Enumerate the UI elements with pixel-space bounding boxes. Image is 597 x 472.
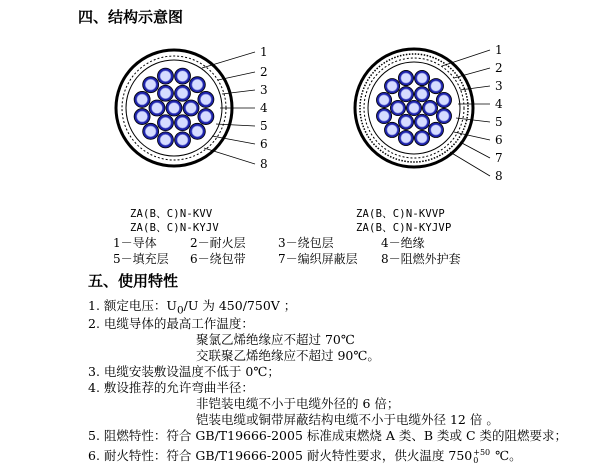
conductor-strand (152, 103, 163, 114)
item-number: 5. (88, 428, 100, 443)
cable-diagram-right (350, 38, 520, 188)
conductor-strand (177, 71, 188, 82)
conductor-strand (393, 103, 403, 113)
item-text: 电缆导体的最高工作温度： (103, 316, 254, 331)
spec-subitem: 非铠装电缆不小于电缆外径的 6 倍； (196, 396, 400, 411)
label-2: 2 (260, 65, 268, 79)
item-text: 耐火特性：符合 GB/T19666-2005 耐火特性要求，供火温度 750 (103, 448, 473, 463)
legend-item: 3－绕包层 (278, 236, 334, 250)
conductor-strand (177, 88, 188, 99)
item-text: ℃。 (491, 448, 522, 463)
label-4: 4 (495, 97, 503, 111)
conductor-strand (145, 126, 156, 137)
legend-item: 1－导体 (113, 236, 157, 250)
legend-item: 8－阻燃外护套 (381, 252, 461, 266)
conductor-strand (401, 117, 411, 127)
conductor-strand (439, 111, 449, 121)
label-5: 5 (260, 119, 268, 133)
model-name: ZA(B、C)N-KVVP (356, 208, 445, 220)
item-number: 6. (88, 448, 100, 463)
conductor-strand (192, 79, 203, 90)
conductor-strand (186, 103, 197, 114)
conductor-strand (401, 89, 411, 99)
item-text: /U 为 450/750V ； (183, 298, 297, 313)
conductor-strand (177, 117, 188, 128)
legend-item: 7－编织屏蔽层 (278, 252, 358, 266)
conductor-strand (409, 103, 419, 113)
model-name: ZA(B、C)N-KYJV (130, 222, 219, 234)
conductor-strand (387, 125, 397, 135)
conductor-strand (177, 134, 188, 145)
item-text: 敷设推荐的允许弯曲半径： (103, 380, 254, 395)
conductor-strand (145, 79, 156, 90)
conductor-strand (137, 111, 148, 122)
label-3: 3 (260, 83, 268, 97)
model-name: ZA(B、C)N-KVV (130, 208, 213, 220)
conductor-strand (160, 71, 171, 82)
conductor-strand (417, 89, 427, 99)
spec-subitem: 铠装电缆或铜带屏蔽结构电缆不小于电缆外径 12 倍 。 (196, 412, 499, 427)
item-text: 电缆安装敷设温度不低于 0℃； (103, 364, 280, 379)
conductor-strand (379, 111, 389, 121)
conductor-strand (192, 126, 203, 137)
spec-item-5 (88, 426, 567, 444)
conductor-strand (401, 73, 411, 83)
label-1: 1 (495, 43, 503, 57)
item-text: 额定电压：U (103, 298, 177, 313)
subscript: 0 (176, 304, 184, 317)
label-5: 5 (495, 115, 503, 129)
conductor-strand (417, 73, 427, 83)
conductor-strand (387, 81, 397, 91)
label-8: 8 (260, 157, 268, 171)
legend-item: 6－绕包带 (190, 252, 246, 266)
legend-item: 2－耐火层 (190, 236, 246, 250)
item-number: 3. (88, 364, 100, 379)
conductor-strand (417, 117, 427, 127)
conductor-strand (169, 103, 180, 114)
label-1: 1 (260, 45, 268, 59)
conductor-strand (417, 133, 427, 143)
legend-item: 5－填充层 (113, 252, 169, 266)
label-7: 7 (495, 151, 503, 165)
subscript: 0 (473, 455, 479, 465)
item-number: 1. (88, 298, 100, 313)
conductor-strand (160, 117, 171, 128)
spec-subitem: 交联聚乙烯绝缘应不超过 90℃。 (196, 348, 380, 363)
label-8: 8 (495, 169, 503, 183)
model-name: ZA(B、C)N-KYJVP (356, 222, 452, 234)
superscript: +50 (473, 447, 491, 457)
conductor-strand (401, 133, 411, 143)
label-4: 4 (260, 101, 268, 115)
section-title-properties: 五、使用特性 (88, 272, 179, 290)
conductor-strand (160, 88, 171, 99)
spec-subitem: 聚氯乙烯绝缘应不超过 70℃ (196, 332, 355, 347)
item-text: 阻燃特性：符合 GB/T19666-2005 标准成束燃烧 A 类、B 类或 C 类的阻燃要求； (103, 428, 568, 443)
cable-diagram-left (110, 38, 280, 188)
conductor-strand (200, 111, 211, 122)
conductor-strand (439, 95, 449, 105)
label-3: 3 (495, 79, 503, 93)
conductor-strand (200, 94, 211, 105)
legend-item: 4－绝缘 (381, 236, 425, 250)
spec-item-6 (88, 446, 522, 465)
conductor-strand (379, 95, 389, 105)
conductor-strand (425, 103, 435, 113)
label-6: 6 (495, 133, 503, 147)
conductor-strand (137, 94, 148, 105)
item-number: 2. (88, 316, 100, 331)
label-6: 6 (260, 137, 268, 151)
conductor-strand (431, 125, 441, 135)
conductor-strand (431, 81, 441, 91)
conductor-strand (160, 134, 171, 145)
item-number: 4. (88, 380, 100, 395)
label-2: 2 (495, 61, 503, 75)
section-title-structure: 四、结构示意图 (78, 8, 184, 26)
